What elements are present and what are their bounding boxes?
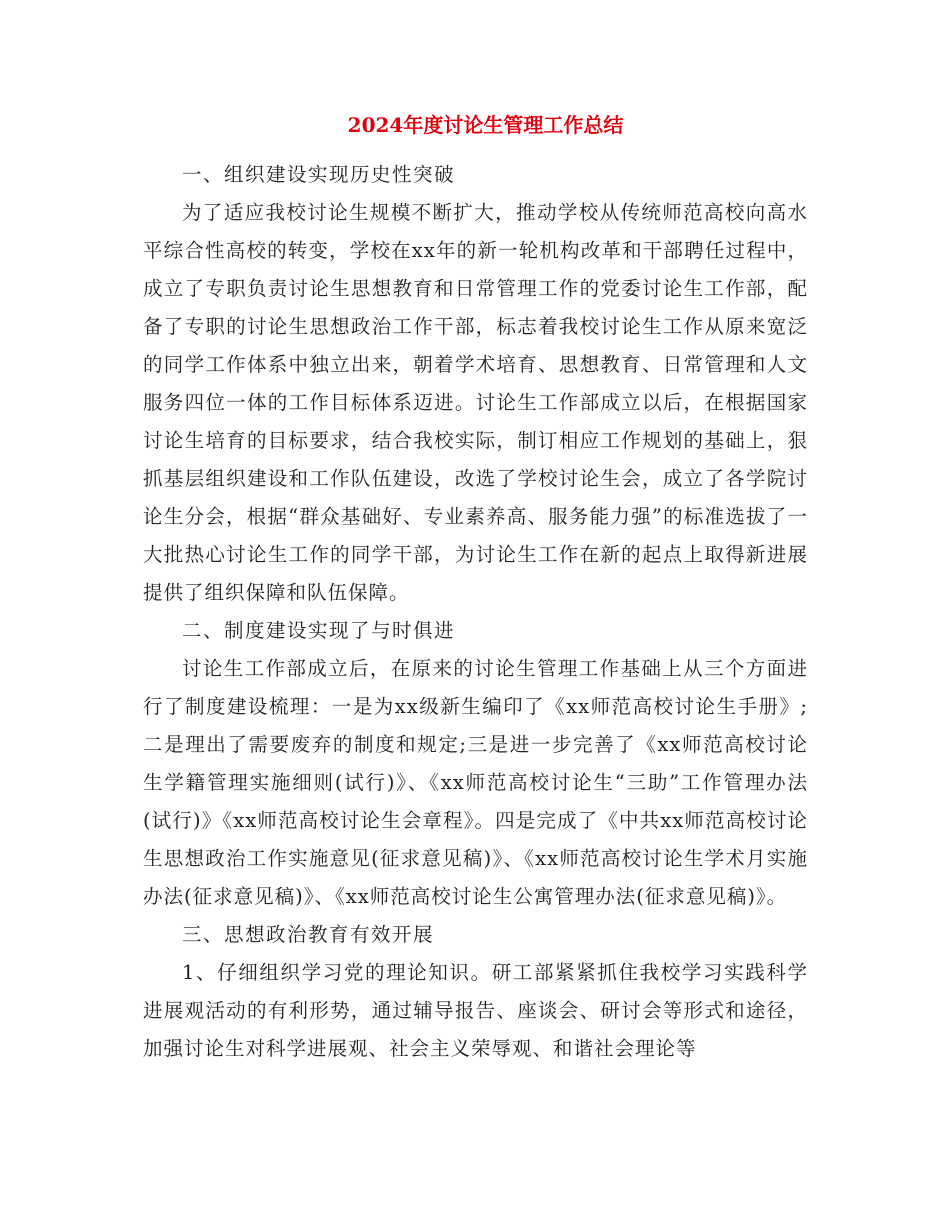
paragraph-2: 讨论生工作部成立后，在原来的讨论生管理工作基础上从三个方面进行了制度建设梳理：一是为xx级新生编印了《xx师范高校讨论生手册》;二是理出了需要废弃的制度和规定;三是进一步完善了《xx师范高校讨论生学籍管理实施细则(试行)》、《xx师范高校讨论生“三助”工作管理办法(试行)》《xx师范高校讨论生会章程》。四是完成了《中共xx师范高校讨论生思想政治工作实施意见(征求意见稿)》、《xx师范高校讨论生学术月实施办法(征求意见稿)》、《xx师范高校讨论生公寓管理办法(征求意见稿)》。: [143, 657, 808, 908]
section-heading-2: 二、制度建设实现了与时俱进: [182, 619, 456, 642]
paragraph-1: 为了适应我校讨论生规模不断扩大，推动学校从传统师范高校向高水平综合性高校的转变，学校在xx年的新一轮机构改革和干部聘任过程中，成立了专职负责讨论生思想教育和日常管理工作的党委讨论生工作部，配备了专职的讨论生思想政治工作干部，标志着我校讨论生工作从原来宽泛的同学工作体系中独立出来，朝着学术培育、思想教育、日常管理和人文服务四位一体的工作目标体系迈进。讨论生工作部成立以后，在根据国家讨论生培育的目标要求，结合我校实际，制订相应工作规划的基础上，狠抓基层组织建设和工作队伍建设，改选了学校讨论生会，成立了各学院讨论生分会，根据“群众基础好、专业素养高、服务能力强”的标准选拔了一大批热心讨论生工作的同学干部，为讨论生工作在新的起点上取得新进展提供了组织保障和队伍保障。: [143, 201, 808, 604]
section-heading-1: 一、组织建设实现历史性突破: [182, 163, 456, 186]
document-page: [143, 110, 808, 1068]
paragraph-3: 1、仔细组织学习党的理论知识。研工部紧紧抓住我校学习实践科学进展观活动的有利形势，通过辅导报告、座谈会、研讨会等形式和途径，加强讨论生对科学进展观、社会主义荣辱观、和谐社会理论等: [143, 961, 808, 1060]
document-title: 2024年度讨论生管理工作总结: [347, 113, 624, 137]
section-heading-3: 三、思想政治教育有效开展: [182, 923, 435, 946]
